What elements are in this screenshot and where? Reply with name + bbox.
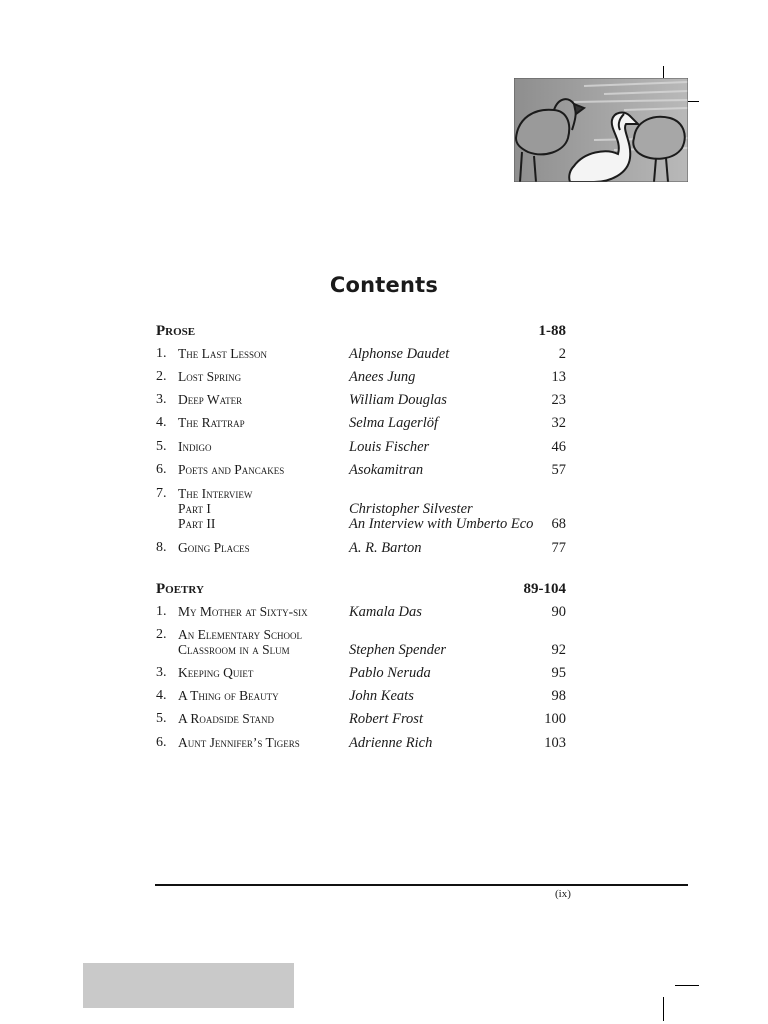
item-page: 2: [558, 346, 566, 362]
item-page: 98: [551, 688, 566, 704]
item-number: 4.: [156, 688, 167, 703]
item-number: 1.: [156, 604, 167, 619]
item-title: The Interview: [178, 486, 253, 501]
item-title: Going Places: [178, 540, 250, 555]
item-part-page: 68: [551, 516, 566, 532]
item-page: 95: [551, 665, 566, 681]
page-title: Contents: [329, 272, 439, 298]
item-author: John Keats: [349, 688, 414, 704]
footer-rule: [155, 884, 688, 886]
item-title: Deep Water: [178, 392, 243, 407]
item-number: 5.: [156, 439, 167, 454]
item-number: 8.: [156, 540, 167, 555]
item-author: Kamala Das: [349, 604, 422, 620]
item-number: 3.: [156, 665, 167, 680]
poetry-heading: Poetry: [156, 581, 204, 597]
item-page: 46: [551, 439, 566, 455]
item-number: 1.: [156, 346, 167, 361]
item-number: 2.: [156, 627, 167, 642]
prose-page-range: 1-88: [538, 323, 566, 339]
item-title: Aunt Jennifer’s Tigers: [178, 735, 300, 750]
item-title: Indigo: [178, 439, 212, 454]
item-author: Adrienne Rich: [349, 735, 433, 751]
item-page: 90: [551, 604, 566, 620]
item-author: Robert Frost: [349, 711, 423, 727]
flamingo-illustration: [514, 78, 688, 182]
item-author: Selma Lagerlöf: [349, 415, 439, 431]
item-title: A Roadside Stand: [178, 711, 275, 726]
prose-heading: Prose: [156, 323, 196, 339]
item-number: 6.: [156, 462, 167, 477]
item-author: Anees Jung: [349, 369, 416, 385]
item-title: An Elementary School: [178, 627, 303, 642]
item-title: Lost Spring: [178, 369, 242, 384]
crop-mark-bottom-vertical: [663, 997, 664, 1021]
item-author: A. R. Barton: [349, 540, 422, 556]
item-author: Alphonse Daudet: [349, 346, 450, 362]
poetry-heading-row: [156, 581, 566, 601]
item-author: Louis Fischer: [349, 439, 430, 455]
item-page: 13: [551, 369, 566, 385]
item-title: My Mother at Sixty-six: [178, 604, 308, 619]
item-title: Poets and Pancakes: [178, 462, 285, 477]
item-number: 5.: [156, 711, 167, 726]
item-part-author: Christopher Silvester: [349, 501, 473, 517]
item-page: 32: [551, 415, 566, 431]
item-part-author: An Interview with Umberto Eco: [349, 516, 534, 532]
item-page: 100: [544, 711, 566, 727]
item-number: 7.: [156, 486, 167, 501]
item-page: 77: [551, 540, 566, 556]
item-number: 6.: [156, 735, 167, 750]
item-author: Pablo Neruda: [349, 665, 431, 681]
item-author: Asokamitran: [349, 462, 424, 478]
prose-heading-row: [156, 323, 566, 343]
item-title: The Rattrap: [178, 415, 245, 430]
item-page: 57: [551, 462, 566, 478]
item-page: 92: [551, 642, 566, 658]
item-part-title: Part I: [178, 501, 211, 516]
item-title-line-2: Classroom in a Slum: [178, 642, 290, 657]
gray-block: [83, 963, 294, 1008]
item-number: 3.: [156, 392, 167, 407]
item-part-title: Part II: [178, 516, 216, 531]
item-author: Stephen Spender: [349, 642, 447, 658]
item-title: A Thing of Beauty: [178, 688, 279, 703]
item-title: The Last Lesson: [178, 346, 267, 361]
page-number: (ix): [555, 888, 571, 900]
item-page: 103: [544, 735, 566, 751]
item-author: William Douglas: [349, 392, 447, 408]
item-number: 4.: [156, 415, 167, 430]
crop-mark-bottom-horizontal: [675, 985, 699, 986]
poetry-page-range: 89-104: [523, 581, 566, 597]
item-number: 2.: [156, 369, 167, 384]
item-title: Keeping Quiet: [178, 665, 254, 680]
item-page: 23: [551, 392, 566, 408]
